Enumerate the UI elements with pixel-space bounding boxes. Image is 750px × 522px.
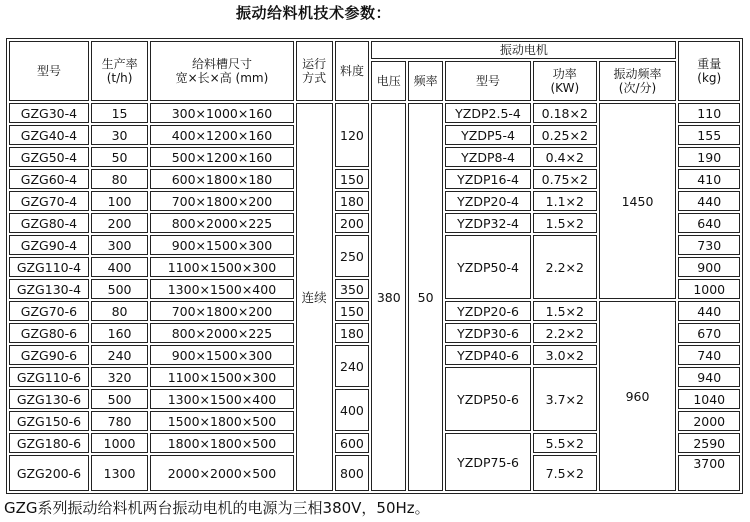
cell-size: 900×1500×300 (150, 345, 293, 365)
cell-thickness: 200 (335, 213, 370, 233)
page-title: 振动给料机技术参数： (236, 4, 392, 22)
cell-size: 700×1800×200 (150, 301, 293, 321)
header-voltage: 电压 (371, 61, 406, 101)
cell-capacity: 400 (91, 257, 148, 277)
cell-power: 1.5×2 (533, 213, 597, 233)
cell-thickness: 180 (335, 323, 370, 343)
cell-capacity: 500 (91, 279, 148, 299)
cell-power: 3.7×2 (533, 367, 597, 431)
header-model: 型号 (9, 41, 89, 101)
cell-size: 1800×1800×500 (150, 433, 293, 453)
cell-size: 800×2000×225 (150, 213, 293, 233)
cell-weight: 2000 (678, 411, 740, 431)
cell-weight: 440 (678, 191, 740, 211)
header-power: 功率 (KW) (533, 61, 597, 101)
cell-model: GZG130-4 (9, 279, 89, 299)
header-frequency: 频率 (408, 61, 443, 101)
cell-weight: 155 (678, 125, 740, 145)
cell-power: 3.0×2 (533, 345, 597, 365)
cell-voltage: 380 (371, 103, 406, 491)
cell-motor-model: YZDP75-6 (445, 433, 531, 491)
cell-model: GZG150-6 (9, 411, 89, 431)
cell-weight: 1000 (678, 279, 740, 299)
cell-model: GZG40-4 (9, 125, 89, 145)
cell-model: GZG80-4 (9, 213, 89, 233)
footer-note: GZG系列振动给料机两台振动电机的电源为三相380V，50Hz。 (4, 499, 430, 517)
cell-power: 0.4×2 (533, 147, 597, 167)
cell-capacity: 320 (91, 367, 148, 387)
cell-model: GZG110-4 (9, 257, 89, 277)
cell-thickness: 150 (335, 301, 370, 321)
cell-model: GZG180-6 (9, 433, 89, 453)
cell-power: 0.18×2 (533, 103, 597, 123)
cell-operation: 连续 (296, 103, 333, 491)
cell-size: 2000×2000×500 (150, 455, 293, 491)
cell-weight: 110 (678, 103, 740, 123)
cell-weight: 440 (678, 301, 740, 321)
cell-power: 1.1×2 (533, 191, 597, 211)
cell-power: 2.2×2 (533, 323, 597, 343)
cell-motor-model: YZDP30-6 (445, 323, 531, 343)
cell-power: 7.5×2 (533, 455, 597, 491)
cell-weight: 900 (678, 257, 740, 277)
cell-model: GZG80-6 (9, 323, 89, 343)
cell-motor-model: YZDP5-4 (445, 125, 531, 145)
cell-size: 1300×1500×400 (150, 389, 293, 409)
cell-weight: 670 (678, 323, 740, 343)
cell-thickness: 180 (335, 191, 370, 211)
cell-capacity: 80 (91, 301, 148, 321)
cell-thickness: 150 (335, 169, 370, 189)
cell-power: 0.25×2 (533, 125, 597, 145)
cell-motor-model: YZDP32-4 (445, 213, 531, 233)
header-weight: 重量 (kg) (678, 41, 740, 101)
cell-weight: 640 (678, 213, 740, 233)
cell-thickness: 400 (335, 389, 370, 431)
cell-size: 1300×1500×400 (150, 279, 293, 299)
cell-motor-model: YZDP50-4 (445, 235, 531, 299)
cell-capacity: 15 (91, 103, 148, 123)
cell-capacity: 1000 (91, 433, 148, 453)
cell-thickness: 600 (335, 433, 370, 453)
cell-thickness: 800 (335, 455, 370, 491)
cell-capacity: 30 (91, 125, 148, 145)
header-operation: 运行 方式 (296, 41, 333, 101)
cell-size: 1100×1500×300 (150, 367, 293, 387)
header-trough-size: 给料槽尺寸 宽×长×高 (mm) (150, 41, 293, 101)
cell-thickness: 240 (335, 345, 370, 387)
cell-capacity: 200 (91, 213, 148, 233)
cell-size: 1100×1500×300 (150, 257, 293, 277)
cell-capacity: 500 (91, 389, 148, 409)
cell-thickness: 120 (335, 103, 370, 167)
cell-power: 1.5×2 (533, 301, 597, 321)
cell-model: GZG50-4 (9, 147, 89, 167)
cell-weight: 940 (678, 367, 740, 387)
cell-motor-model: YZDP50-6 (445, 367, 531, 431)
header-motor: 振动电机 (371, 41, 676, 59)
cell-weight: 3700 (678, 455, 740, 491)
cell-motor-model: YZDP2.5-4 (445, 103, 531, 123)
cell-model: GZG130-6 (9, 389, 89, 409)
cell-weight: 1040 (678, 389, 740, 409)
cell-weight: 2590 (678, 433, 740, 453)
cell-model: GZG70-6 (9, 301, 89, 321)
cell-model: GZG60-4 (9, 169, 89, 189)
spec-table (6, 38, 743, 494)
cell-model: GZG70-4 (9, 191, 89, 211)
cell-capacity: 100 (91, 191, 148, 211)
header-thickness: 料度 (335, 41, 370, 101)
cell-size: 1500×1800×500 (150, 411, 293, 431)
cell-motor-model: YZDP8-4 (445, 147, 531, 167)
cell-motor-model: YZDP20-6 (445, 301, 531, 321)
cell-weight: 740 (678, 345, 740, 365)
cell-model: GZG90-6 (9, 345, 89, 365)
cell-capacity: 50 (91, 147, 148, 167)
cell-model: GZG30-4 (9, 103, 89, 123)
cell-capacity: 240 (91, 345, 148, 365)
cell-size: 500×1200×160 (150, 147, 293, 167)
cell-capacity: 160 (91, 323, 148, 343)
cell-motor-model: YZDP16-4 (445, 169, 531, 189)
cell-size: 600×1800×180 (150, 169, 293, 189)
cell-capacity: 300 (91, 235, 148, 255)
cell-capacity: 1300 (91, 455, 148, 491)
cell-weight: 190 (678, 147, 740, 167)
cell-size: 400×1200×160 (150, 125, 293, 145)
cell-weight: 730 (678, 235, 740, 255)
cell-thickness: 250 (335, 235, 370, 277)
cell-size: 300×1000×160 (150, 103, 293, 123)
cell-vib-freq: 1450 (599, 103, 677, 299)
cell-size: 900×1500×300 (150, 235, 293, 255)
cell-motor-model: YZDP20-4 (445, 191, 531, 211)
header-vib-freq: 振动频率 (次/分) (599, 61, 677, 101)
cell-weight: 410 (678, 169, 740, 189)
cell-size: 800×2000×225 (150, 323, 293, 343)
table-row (9, 103, 740, 123)
cell-size: 700×1800×200 (150, 191, 293, 211)
cell-model: GZG110-6 (9, 367, 89, 387)
header-capacity: 生产率 (t/h) (91, 41, 148, 101)
cell-capacity: 780 (91, 411, 148, 431)
cell-power: 2.2×2 (533, 235, 597, 299)
cell-motor-model: YZDP40-6 (445, 345, 531, 365)
header-motor-model: 型号 (445, 61, 531, 101)
cell-capacity: 80 (91, 169, 148, 189)
cell-model: GZG90-4 (9, 235, 89, 255)
cell-thickness: 350 (335, 279, 370, 299)
cell-power: 5.5×2 (533, 433, 597, 453)
cell-model: GZG200-6 (9, 455, 89, 491)
cell-vib-freq: 960 (599, 301, 677, 491)
cell-power: 0.75×2 (533, 169, 597, 189)
cell-frequency: 50 (408, 103, 443, 491)
